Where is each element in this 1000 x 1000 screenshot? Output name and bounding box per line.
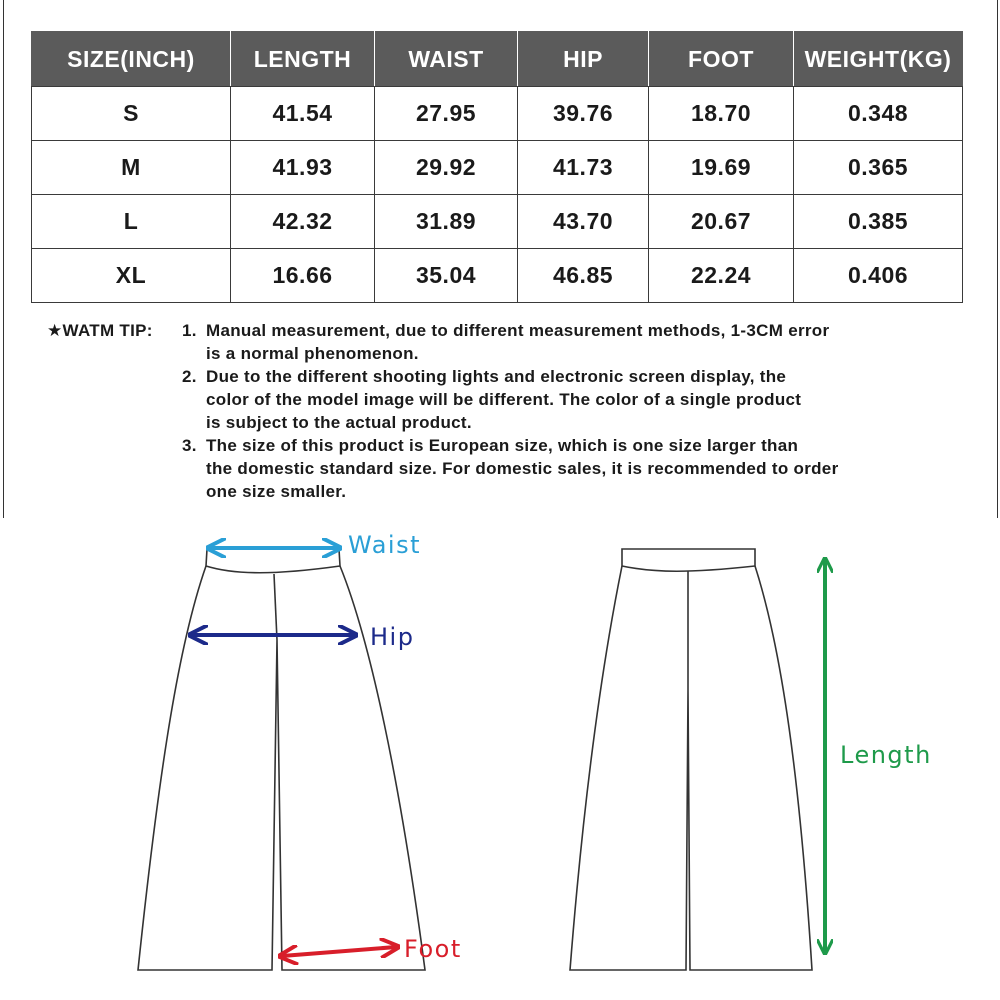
cell-foot: 18.70: [649, 87, 794, 141]
front-waistband: [206, 549, 340, 573]
cell-foot: 20.67: [649, 195, 794, 249]
tip-number: 2.: [182, 367, 197, 386]
header-length: LENGTH: [231, 32, 375, 87]
tip-line: The size of this product is European size, which is one size larger than: [206, 436, 799, 455]
header-hip: HIP: [518, 32, 649, 87]
back-waistband: [622, 549, 755, 571]
header-foot: FOOT: [649, 32, 794, 87]
tip-line: color of the model image will be different. The color of a single product: [206, 390, 802, 409]
header-size: SIZE(INCH): [32, 32, 231, 87]
tip-line: Manual measurement, due to different measurement methods, 1-3CM error: [206, 321, 830, 340]
tip-line: Due to the different shooting lights and electronic screen display, the: [206, 367, 787, 386]
cell-size: S: [32, 87, 231, 141]
cell-foot: 19.69: [649, 141, 794, 195]
pants-back-illustration: [570, 549, 812, 970]
cell-length: 41.54: [231, 87, 375, 141]
length-label: Length: [840, 741, 932, 769]
cell-waist: 27.95: [375, 87, 518, 141]
cell-size: XL: [32, 249, 231, 303]
tip-line: is subject to the actual product.: [206, 413, 472, 432]
cell-hip: 46.85: [518, 249, 649, 303]
tip-number: 1.: [182, 321, 197, 340]
tips-label: ★WATM TIP:: [47, 321, 153, 340]
tip-number: 3.: [182, 436, 197, 455]
cell-weight: 0.348: [794, 87, 963, 141]
cell-size: M: [32, 141, 231, 195]
header-weight: WEIGHT(KG): [794, 32, 963, 87]
cell-foot: 22.24: [649, 249, 794, 303]
cell-hip: 39.76: [518, 87, 649, 141]
waist-label: Waist: [348, 531, 421, 559]
cell-weight: 0.385: [794, 195, 963, 249]
tip-line: one size smaller.: [206, 482, 347, 501]
cell-length: 16.66: [231, 249, 375, 303]
hip-label: Hip: [370, 623, 415, 651]
cell-size: L: [32, 195, 231, 249]
cell-waist: 29.92: [375, 141, 518, 195]
back-legs: [570, 566, 812, 970]
pants-front-illustration: [138, 549, 425, 970]
tip-line: the domestic standard size. For domestic sales, it is recommended to order: [206, 459, 839, 478]
cell-waist: 35.04: [375, 249, 518, 303]
front-center-seam: [274, 574, 277, 640]
header-waist: WAIST: [375, 32, 518, 87]
cell-length: 42.32: [231, 195, 375, 249]
tip-line: is a normal phenomenon.: [206, 344, 419, 363]
foot-arrow: [282, 947, 396, 956]
cell-hip: 41.73: [518, 141, 649, 195]
cell-waist: 31.89: [375, 195, 518, 249]
cell-hip: 43.70: [518, 195, 649, 249]
foot-label: Foot: [404, 935, 462, 963]
cell-weight: 0.365: [794, 141, 963, 195]
cell-weight: 0.406: [794, 249, 963, 303]
cell-length: 41.93: [231, 141, 375, 195]
